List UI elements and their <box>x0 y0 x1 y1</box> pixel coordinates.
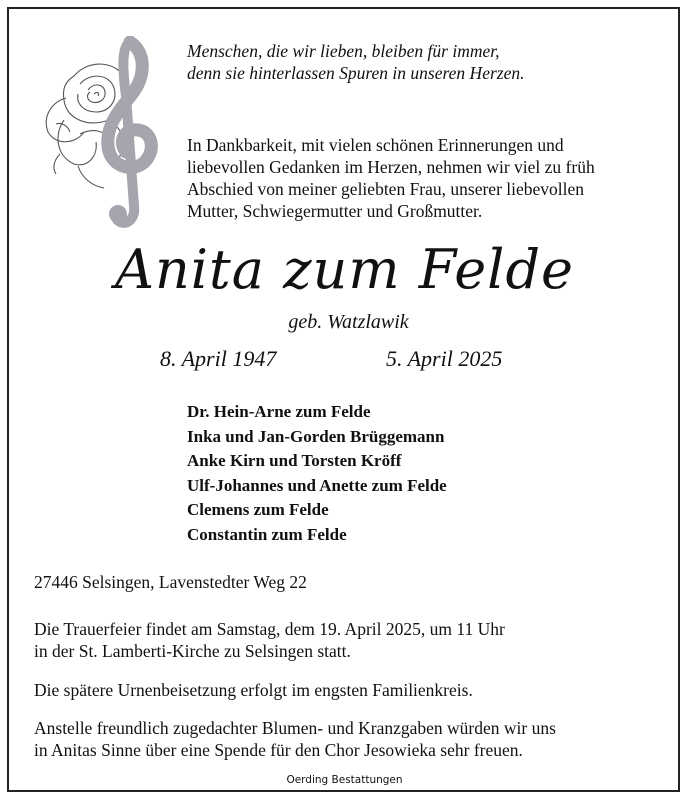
address-line: 27446 Selsingen, Lavenstedter Weg 22 <box>34 572 307 592</box>
birth-date: 8. April 1947 <box>160 346 277 371</box>
treble-clef-icon <box>108 42 152 223</box>
funeral-home-credit: Oerding Bestattungen <box>286 774 403 786</box>
motto-line: denn sie hinterlassen Spuren in unseren Herzen. <box>187 63 525 83</box>
donation-line: in Anitas Sinne über eine Spende für den Chor Jesowieka sehr freuen. <box>34 740 523 760</box>
intro-line: Mutter, Schwiegermutter und Großmutter. <box>187 201 483 221</box>
family-member: Clemens zum Felde <box>187 500 329 520</box>
address <box>34 571 307 593</box>
urn-line: Die spätere Urnenbeisetzung erfolgt im engsten Familienkreis. <box>34 680 473 700</box>
service-line: in der St. Lamberti-Kirche zu Selsingen statt. <box>34 641 351 661</box>
donation-line: Anstelle freundlich zugedachter Blumen- und Kranzgaben würden wir uns <box>34 718 556 738</box>
motto-line: Menschen, die wir lieben, bleiben für immer, <box>187 41 500 61</box>
family-member: Inka und Jan-Gorden Brüggemann <box>187 426 445 446</box>
intro-text <box>187 134 595 222</box>
motto-quote <box>187 40 524 84</box>
family-member: Ulf-Johannes und Anette zum Felde <box>187 475 447 495</box>
birth-name: geb. Watzlawik <box>288 311 409 333</box>
service-info <box>34 618 505 662</box>
rose-and-clef-ornament <box>34 36 174 232</box>
intro-line: Abschied von meiner geliebten Frau, unserer liebevollen <box>187 179 585 199</box>
service-line: Die Trauerfeier findet am Samstag, dem 19. April 2025, um 11 Uhr <box>34 619 505 639</box>
donation-info <box>34 717 556 761</box>
death-date: 5. April 2025 <box>386 346 503 371</box>
deceased-name: Anita zum Felde <box>115 238 574 301</box>
intro-line: In Dankbarkeit, mit vielen schönen Erinnerungen und <box>187 135 564 155</box>
family-member: Dr. Hein-Arne zum Felde <box>187 402 371 421</box>
intro-line: liebevollen Gedanken im Herzen, nehmen wir viel zu früh <box>187 157 595 177</box>
family-list <box>187 400 447 548</box>
family-member: Constantin zum Felde <box>187 524 347 544</box>
urn-info <box>34 679 473 701</box>
family-member: Anke Kirn und Torsten Kröff <box>187 451 402 471</box>
